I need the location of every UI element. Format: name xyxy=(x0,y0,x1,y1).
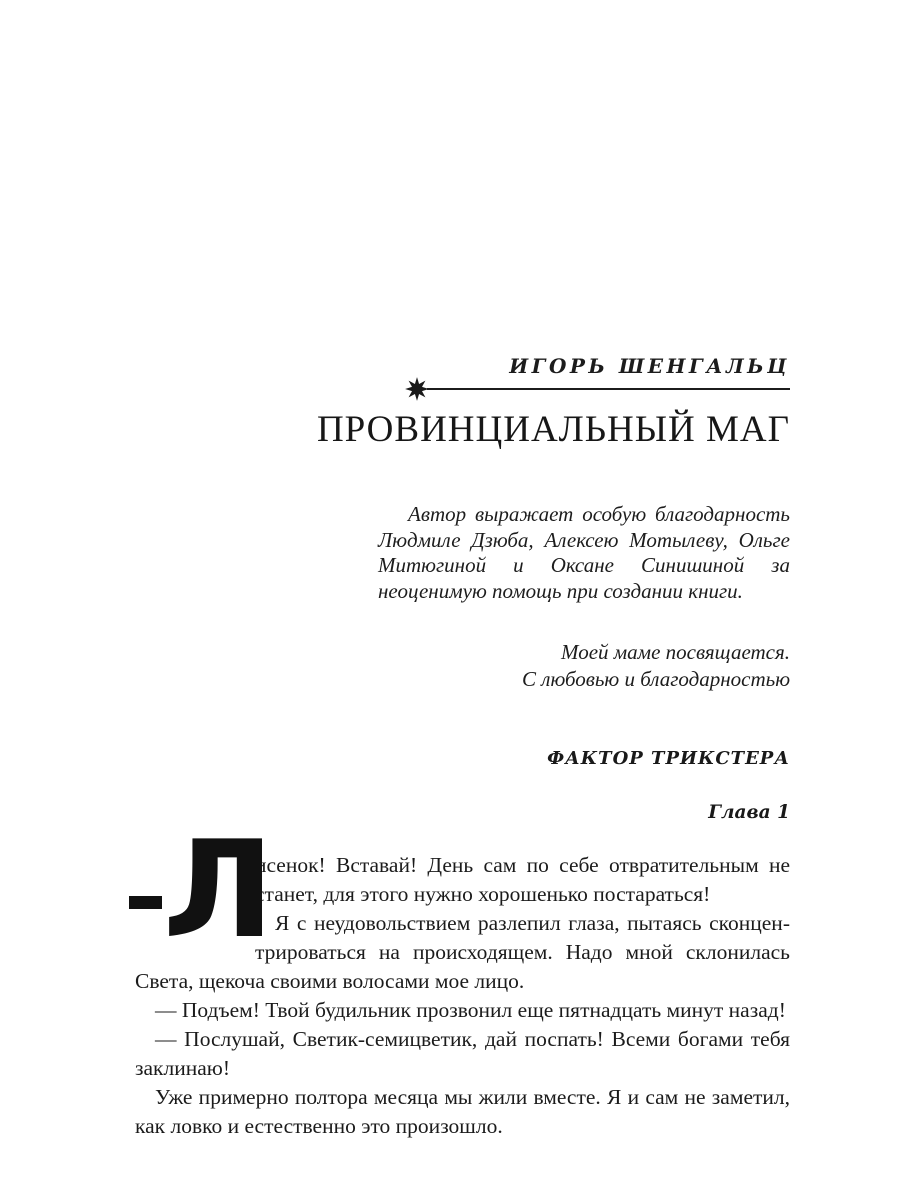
chapter-heading: Глава 1 xyxy=(708,802,790,823)
dedication-line-1: Моей маме посвящается. xyxy=(561,640,790,664)
author-name: ИГОРЬ ШЕНГАЛЬЦ xyxy=(509,354,790,378)
dialogue-dash xyxy=(129,896,162,909)
book-title: ПРОВИНЦИАЛЬНЫЙ МАГ xyxy=(316,409,790,450)
divider-line xyxy=(427,388,790,390)
dropcap-letter: Л xyxy=(163,812,275,968)
ornament-divider xyxy=(404,376,790,402)
paragraph: — Подъем! Твой будильник прозвонил еще пятнадцать минут назад! xyxy=(155,998,786,1022)
dedication xyxy=(135,639,790,692)
dropcap-block xyxy=(135,812,275,968)
paragraph: исенок! Вставай! День сам по себе отвратительным не станет, для этого нужно хорошенько постараться! xyxy=(255,853,790,906)
dedication-line-2: С любовью и благодарностью xyxy=(522,666,790,691)
paragraph: — Послушай, Светик-семицветик, дай поспать! Всеми богами тебя заклинаю! xyxy=(135,1027,790,1080)
paragraph: Я с неудовольствием разлепил глаза, пытаясь сконцентрироваться на происходящем. Надо мной склонилась Света, щекоча своими волосами мое лицо. xyxy=(135,911,790,993)
section-title: ФАКТОР ТРИКСТЕРА xyxy=(547,748,790,769)
paragraph: Уже примерно полтора месяца мы жили вместе. Я и сам не заметил, как ловко и естественно это произошло. xyxy=(135,1085,790,1138)
acknowledgement-text: Автор выражает особую благодарность Людмиле Дзюба, Алексею Мотылеву, Ольге Митюгиной и Оксане Синишиной за неоценимую помощь при создании книги. xyxy=(378,502,790,603)
